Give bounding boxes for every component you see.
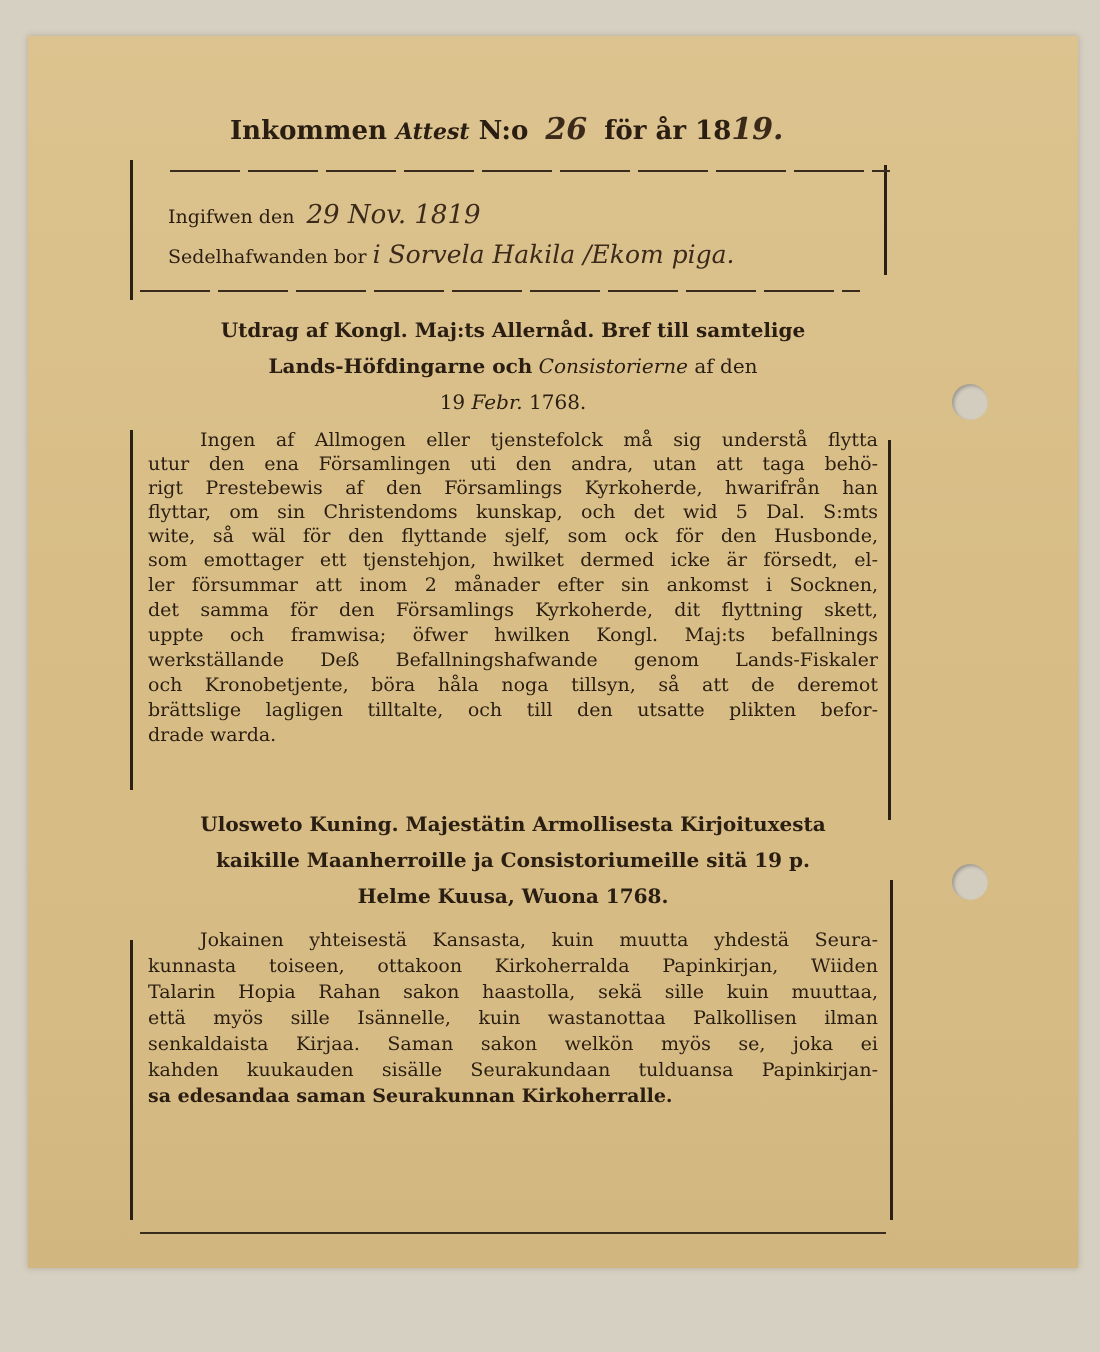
finnish-title-line: Helme Kuusa, Wuona 1768.: [357, 884, 669, 908]
finnish-body-line: että myös sille Isännelle, kuin wastanottaa Palkollisen ilman: [148, 1007, 878, 1029]
handwritten-residence: i Sorvela Hakila /Ekom piga.: [372, 240, 735, 269]
year-handwritten: 19.: [731, 112, 784, 147]
ingifwen-line: [168, 200, 481, 230]
swedish-title-date: [148, 390, 878, 414]
swedish-body-line: utur den ena Församlingen uti den andra, utan att taga behö-: [148, 453, 878, 475]
swedish-title-line: Utdrag af Kongl. Maj:ts Allernåd. Bref till samtelige: [220, 318, 806, 342]
frame-right-line: [884, 165, 887, 275]
label-inkommen: Inkommen: [230, 116, 387, 146]
finnish-body-line: kunnasta toiseen, ottakoon Kirkoherralda Papinkirjan, Wiiden: [148, 955, 878, 977]
header-line: [230, 112, 784, 147]
swedish-title-line: [148, 354, 878, 378]
swedish-body-line: werkställande Deß Befallningshafwande genom Lands-Fiskaler: [148, 649, 878, 671]
finnish-title-line: kaikille Maanherroille ja Consistoriumeille sitä 19 p.: [216, 848, 810, 872]
label-sedelhafwanden: Sedelhafwanden bor: [168, 246, 367, 268]
frame-right-line: [888, 440, 891, 820]
title-part: af den: [694, 354, 758, 378]
swedish-body-line: drade warda.: [148, 724, 277, 746]
frame-left-line: [130, 430, 133, 790]
finnish-body-line: senkaldaista Kirjaa. Saman sakon welkön myös se, joka ei: [148, 1033, 878, 1055]
frame-left-line: [130, 940, 133, 1220]
title-part: Consistorierne: [538, 354, 688, 378]
swedish-body-line: uppte och framwisa; öfwer hwilken Kongl. Maj:ts befallnings: [148, 624, 878, 646]
title-part: 19: [439, 390, 466, 414]
punch-hole: [952, 384, 988, 420]
label-ingifwen: Ingifwen den: [168, 206, 295, 228]
handwritten-number: 26: [545, 112, 588, 147]
sedelhafwanden-line: [168, 240, 735, 269]
bottom-rule: [140, 1232, 886, 1234]
frame-left-line: [130, 160, 133, 300]
handwritten-date: 29 Nov. 1819: [306, 200, 481, 230]
finnish-body-line: sa edesandaa saman Seurakunnan Kirkoherralle.: [148, 1085, 673, 1107]
title-part: 1768.: [529, 390, 587, 414]
swedish-body-line: wite, så wäl för den flyttande sjelf, som ock för den Husbonde,: [148, 525, 878, 547]
entry-rule: [140, 290, 860, 292]
swedish-body-line: flyttar, om sin Christendoms kunskap, och det wid 5 Dal. S:mts: [148, 501, 878, 523]
swedish-body-line: ler försummar att inom 2 månader efter sin ankomst i Socknen,: [148, 574, 878, 596]
punch-hole: [952, 864, 988, 900]
finnish-body-line: kahden kuukauden sisälle Seurakundaan tulduansa Papinkirjan-: [148, 1059, 878, 1081]
finnish-title-line: Ulosweto Kuning. Majestätin Armollisesta Kirjoituxesta: [200, 812, 826, 836]
finnish-body-line: Jokainen yhteisestä Kansasta, kuin muutta yhdestä Seura-: [200, 929, 878, 951]
header-rule: [170, 170, 890, 172]
swedish-body-line: rigt Prestebewis af den Församlings Kyrkoherde, hwarifrån han: [148, 477, 878, 499]
year-printed: 18: [695, 116, 732, 146]
label-no: N:o: [478, 116, 529, 146]
swedish-body-line: som emottager ett tjenstehjon, hwilket dermed icke är försedt, el-: [148, 549, 878, 571]
frame-right-line: [890, 880, 893, 1220]
title-part: Lands-Höfdingarne och: [268, 354, 533, 378]
label-attest: Attest: [395, 119, 470, 145]
swedish-body-line: Ingen af Allmogen eller tjenstefolck må sig understå flytta: [200, 429, 878, 451]
finnish-body-line: Talarin Hopia Rahan sakon haastolla, sekä sille kuin muuttaa,: [148, 981, 878, 1003]
swedish-body-line: det samma för den Församlings Kyrkoherde, dit flyttning skett,: [148, 599, 878, 621]
swedish-body-line: brättslige lagligen tilltalte, och till den utsatte plikten befor-: [148, 699, 878, 721]
label-for-ar: för år: [604, 116, 687, 146]
title-part: Febr.: [471, 390, 523, 414]
swedish-body-line: och Kronobetjente, böra håla noga tillsyn, så att de deremot: [148, 674, 878, 696]
